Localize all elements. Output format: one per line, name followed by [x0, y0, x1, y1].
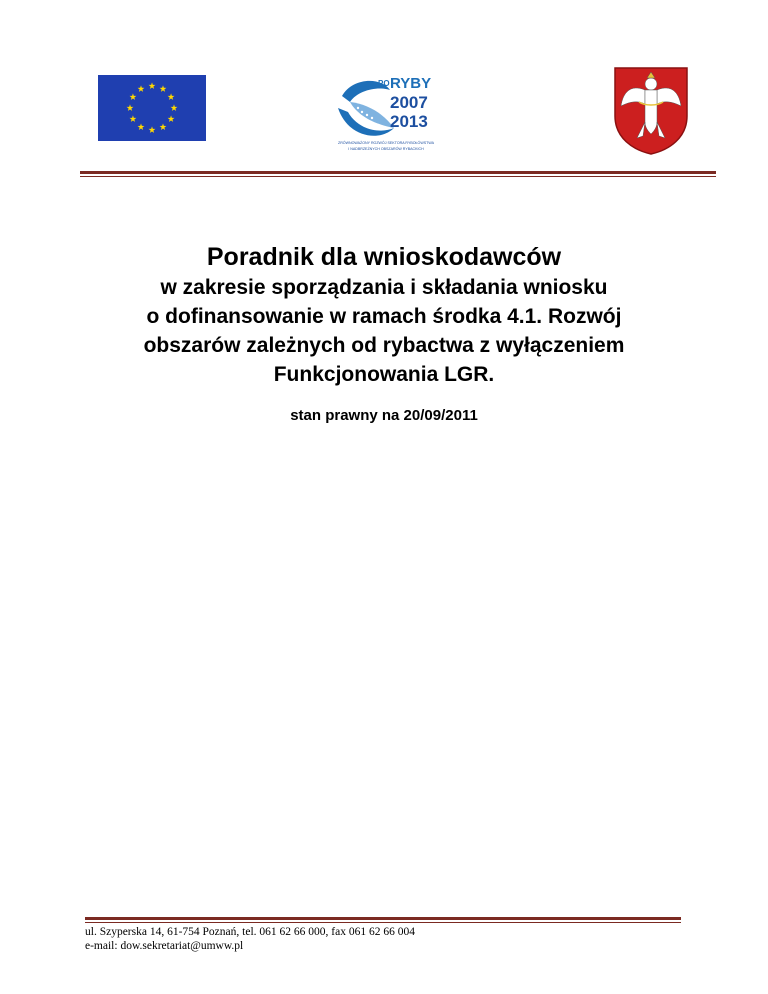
footer-rule	[85, 917, 681, 920]
legal-state: stan prawny na 20/09/2011	[290, 407, 478, 424]
poryby-prefix: PO	[378, 79, 390, 88]
poryby-year-end: 2013	[390, 112, 428, 131]
footer-email: e-mail: dow.sekretariat@umww.pl	[85, 940, 244, 952]
subtitle-line: w zakresie sporządzania i składania wniosku	[160, 276, 608, 299]
document-subtitle	[60, 273, 708, 389]
title-block	[60, 242, 708, 425]
footer	[85, 925, 415, 953]
footer-address: ul. Szyperska 14, 61-754 Poznań, tel. 061 62 66 000, fax 061 62 66 004	[85, 926, 415, 938]
poryby-tagline-2: I NADBRZEŻNYCH OBSZARÓW RYBACKICH	[348, 147, 424, 151]
subtitle-line: o dofinansowanie w ramach środka 4.1. Rozwój	[146, 305, 622, 328]
white-eagle-crest-icon	[613, 66, 689, 156]
po-ryby-logo	[328, 68, 444, 160]
subtitle-line: obszarów zależnych od rybactwa z wyłączeniem	[143, 334, 625, 357]
eu-flag-icon	[98, 75, 206, 141]
header-rule	[80, 171, 716, 174]
poryby-year-start: 2007	[390, 93, 428, 112]
document-title: Poradnik dla wnioskodawców	[206, 243, 562, 271]
subtitle-line: Funkcjonowania LGR.	[273, 363, 495, 386]
poryby-name: RYBY	[390, 75, 432, 92]
poryby-tagline-1: ZRÓWNOWAŻONY ROZWÓJ SEKTORA RYBOŁÓWSTWA	[338, 141, 434, 145]
